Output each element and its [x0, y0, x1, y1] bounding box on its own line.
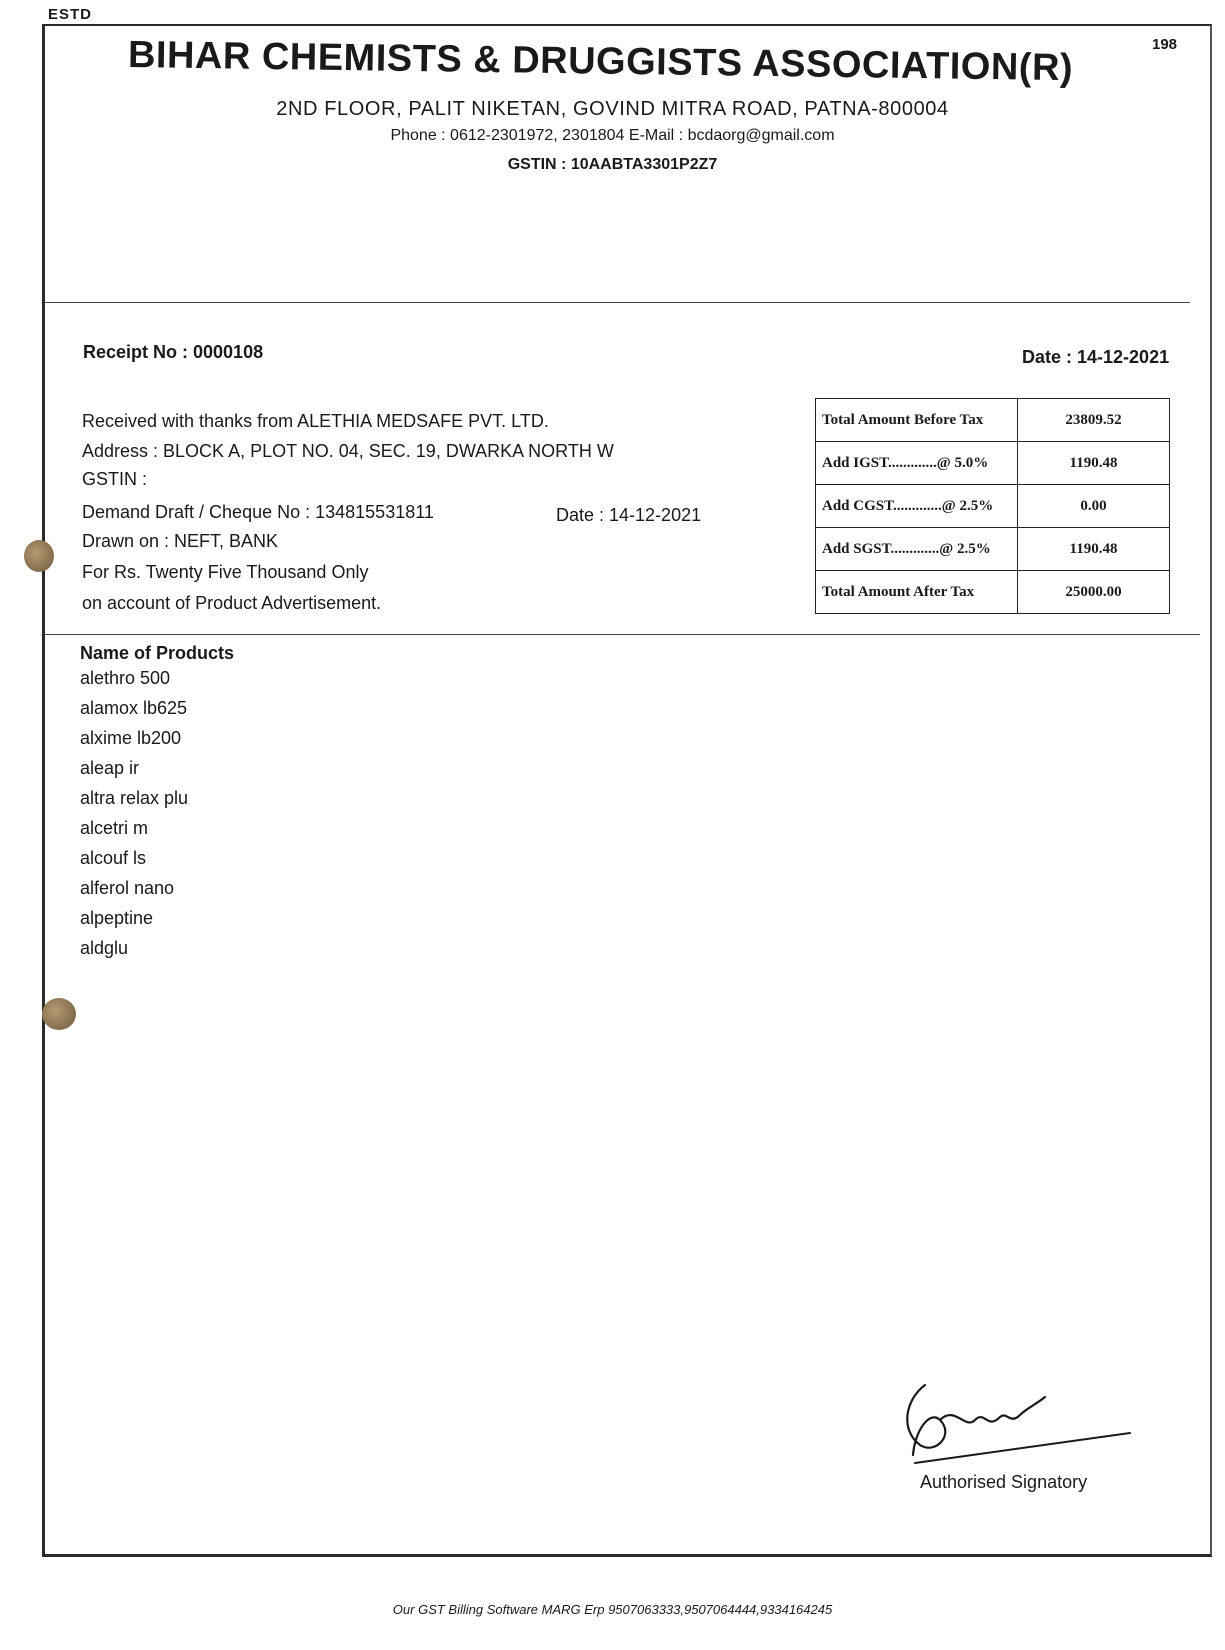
divider-products [45, 634, 1200, 635]
tax-value: 23809.52 [1017, 399, 1169, 442]
tax-label: Add IGST.............@ 5.0% [816, 442, 1018, 485]
list-item: alethro 500 [80, 668, 171, 688]
receipt-border [42, 24, 1212, 1557]
table-row [816, 571, 1170, 614]
products-heading: Name of Products [80, 643, 235, 663]
page-number: 198 [1152, 36, 1178, 53]
tax-label: Add SGST.............@ 2.5% [816, 528, 1018, 571]
list-item: aleap ir [80, 758, 140, 778]
receipt-date: Date : 14-12-2021 [1022, 347, 1170, 367]
payer-gstin: GSTIN : [82, 469, 148, 489]
estd-label: ESTD [48, 6, 93, 23]
cheque-number: Demand Draft / Cheque No : 134815531811 [82, 502, 434, 522]
list-item: aldglu [80, 938, 129, 958]
payer-address: Address : BLOCK A, PLOT NO. 04, SEC. 19, DWARKA NORTH W [82, 441, 614, 461]
tax-summary-table [815, 398, 1170, 614]
tax-label: Total Amount After Tax [816, 571, 1018, 614]
table-row [816, 399, 1170, 442]
products-list [80, 665, 188, 965]
organization-gstin: GSTIN : 10AABTA3301P2Z7 [507, 156, 718, 173]
list-item: alcetri m [80, 818, 149, 838]
list-item: alferol nano [80, 878, 175, 898]
punch-hole [42, 998, 76, 1030]
amount-in-words: For Rs. Twenty Five Thousand Only [82, 562, 369, 582]
organization-address: 2ND FLOOR, PALIT NIKETAN, GOVIND MITRA ROAD, PATNA-800004 [276, 98, 949, 120]
received-from: Received with thanks from ALETHIA MEDSAFE PVT. LTD. [82, 411, 549, 431]
table-row [816, 442, 1170, 485]
list-item: alpeptine [80, 908, 154, 928]
table-row [816, 485, 1170, 528]
list-item: alcouf ls [80, 848, 147, 868]
tax-value: 1190.48 [1017, 528, 1169, 571]
organization-name: BIHAR CHEMISTS & DRUGGISTS ASSOCIATION(R) [127, 34, 1074, 90]
tax-value: 25000.00 [1017, 571, 1169, 614]
organization-contact: Phone : 0612-2301972, 2301804 E-Mail : bcdaorg@gmail.com [390, 127, 835, 144]
tax-value: 1190.48 [1017, 442, 1169, 485]
tax-label: Total Amount Before Tax [816, 399, 1018, 442]
receipt-number: Receipt No : 0000108 [83, 342, 264, 362]
handwritten-signature [895, 1375, 1145, 1475]
punch-hole [24, 540, 54, 572]
cheque-date: Date : 14-12-2021 [556, 505, 702, 525]
tax-label: Add CGST.............@ 2.5% [816, 485, 1018, 528]
list-item: alxime lb200 [80, 728, 182, 748]
authorised-signatory-label: Authorised Signatory [920, 1472, 1088, 1492]
payment-purpose: on account of Product Advertisement. [82, 593, 382, 613]
divider-header [45, 302, 1190, 303]
list-item: altra relax plu [80, 788, 189, 808]
tax-value: 0.00 [1017, 485, 1169, 528]
table-row [816, 528, 1170, 571]
list-item: alamox lb625 [80, 698, 188, 718]
footer-note: Our GST Billing Software MARG Erp 9507063333,9507064444,9334164245 [392, 1602, 833, 1617]
drawn-on: Drawn on : NEFT, BANK [82, 531, 279, 551]
